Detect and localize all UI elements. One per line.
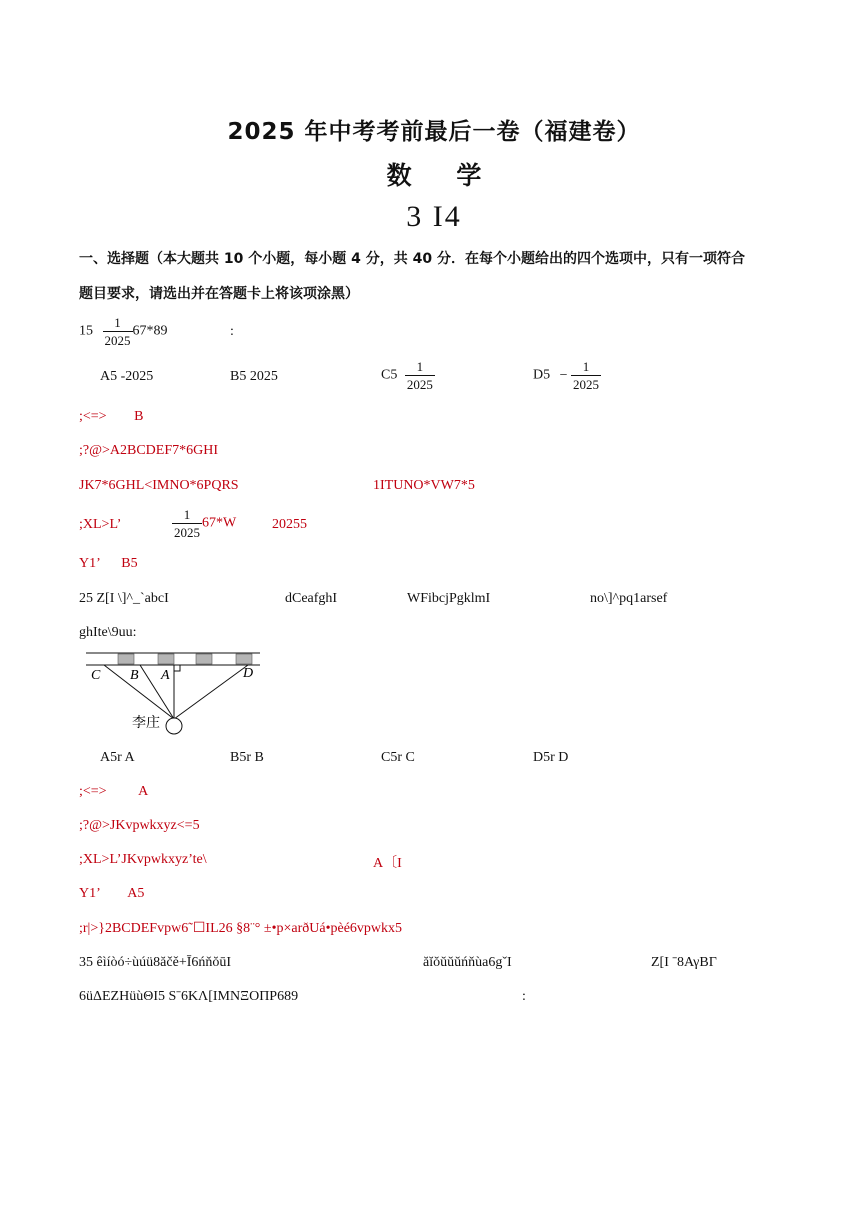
option-d-label: D5 [533, 367, 551, 383]
q2-detail-a: ;XL>L’JKvpwkxyz’te\ [79, 852, 207, 867]
segment-d [174, 665, 248, 719]
fraction-numerator: 1 [172, 506, 202, 524]
fraction-denominator: 2025 [406, 377, 433, 392]
q3-stem-part1: 35 êìíòó÷ùúü8ăčě+Ī6ńňŏūI [79, 955, 232, 970]
question-1-suffix: 67*89 [132, 323, 168, 339]
q1-option-d [533, 358, 601, 393]
q2-option-a: A5r A [100, 750, 135, 765]
q1-analysis-line2b: 1ITUNO*VW7*5 [373, 478, 475, 493]
question-1-fraction [103, 314, 133, 349]
q3-stem-part3: Z[I ˉ8ΑγΒΓ [651, 955, 717, 970]
detail-fraction [172, 506, 202, 541]
option-c-label: C5 [381, 367, 398, 383]
label-d: D [243, 666, 254, 681]
road-village-diagram [80, 648, 270, 740]
conclusion-value: A5 [127, 886, 145, 901]
q1-option-a: A5 -2025 [100, 369, 154, 384]
q2-stem-part3: WFibcjPgklmI [407, 591, 491, 606]
q1-detail-value: 20255 [272, 517, 307, 532]
detail-suffix: 67*W [202, 515, 237, 531]
question-1-number: 15 [79, 323, 93, 339]
fraction-denominator: 2025 [174, 525, 200, 540]
q2-detail-b: A〔I [373, 856, 402, 871]
q2-option-d: D5r D [533, 750, 569, 765]
fraction-numerator: 1 [405, 358, 435, 376]
q2-note: ;r|>}2BCDEFvpw6˜☐IL26 §8¨° ±•p×arðUá•pèé6vpwkx5 [79, 921, 403, 936]
section-heading-line1: 一、选择题（本大题共 10 个小题，每小题 4 分，共 40 分．在每个小题给出的四个选项中，只有一项符合 [79, 251, 745, 267]
q1-analysis: ;?@>A2BCDEF7*6GHI [79, 443, 219, 458]
conclusion-label: Y1’ [79, 886, 100, 901]
q2-option-b: B5r B [230, 750, 264, 765]
q2-stem-part2: dCeafghI [285, 591, 338, 606]
subject-title: 数 学 [386, 161, 500, 190]
answer-label: ;<=> [79, 409, 107, 424]
q2-analysis: ;?@>JKvpwkxyz<=5 [79, 818, 200, 833]
option-d-fraction [571, 358, 601, 393]
document-title: 2025 年中考考前最后一卷（福建卷） [227, 119, 641, 145]
label-c: C [91, 668, 101, 683]
village-circle [166, 718, 182, 734]
answer-value: B [134, 409, 144, 424]
option-c-fraction [405, 358, 435, 393]
q1-detail-expression [172, 506, 236, 541]
q2-stem-part1: 25 Z[I \]^_`abcI [79, 591, 169, 606]
q2-conclusion [79, 886, 144, 902]
fraction-numerator: 1 [103, 314, 133, 332]
q3-stem-part2: ăĭŏŭŭŭńňùa6gˇI [423, 955, 512, 970]
q2-option-c: C5r C [381, 750, 415, 765]
q1-conclusion [79, 556, 138, 572]
conclusion-label: Y1’ [79, 556, 100, 571]
q1-detail-label: ;XL>L’ [79, 517, 122, 532]
q3-stem-line2: 6üΔΕΖΗüùΘΙ5 Sˉ6ΚΛ[ΙΜΝΞΟΠΡ689 [79, 989, 299, 1004]
q2-answer [79, 784, 148, 800]
road-block [118, 654, 134, 664]
label-b: B [130, 668, 139, 683]
q1-answer [79, 409, 143, 425]
fraction-denominator: 2025 [104, 333, 131, 348]
minus-sign: − [559, 367, 568, 383]
q3-colon: : [522, 989, 526, 1004]
label-a: A [161, 668, 170, 683]
road-block [158, 654, 174, 664]
question-1-colon: : [230, 324, 234, 339]
fraction-denominator: 2025 [573, 377, 600, 392]
q2-stem-line2: ghIte\9uu: [79, 625, 137, 640]
q2-stem-part4: no\]^pq1arsef [590, 591, 668, 606]
conclusion-value: B5 [121, 556, 138, 571]
road-block [196, 654, 212, 664]
answer-label: ;<=> [79, 784, 107, 799]
q1-analysis-line2a: JK7*6GHL<IMNO*6PQRS [79, 478, 239, 493]
road-block [236, 654, 252, 664]
right-angle-mark [174, 665, 180, 671]
answer-value: A [138, 784, 149, 799]
exam-code: 3 I4 [406, 200, 462, 233]
question-1-stem [79, 314, 168, 349]
q1-option-c [381, 358, 435, 393]
village-label: 李庄 [132, 715, 160, 731]
q1-option-b: B5 2025 [230, 369, 278, 384]
fraction-numerator: 1 [571, 358, 601, 376]
section-heading-line2: 题目要求，请选出并在答题卡上将该项涂黑） [79, 286, 359, 302]
